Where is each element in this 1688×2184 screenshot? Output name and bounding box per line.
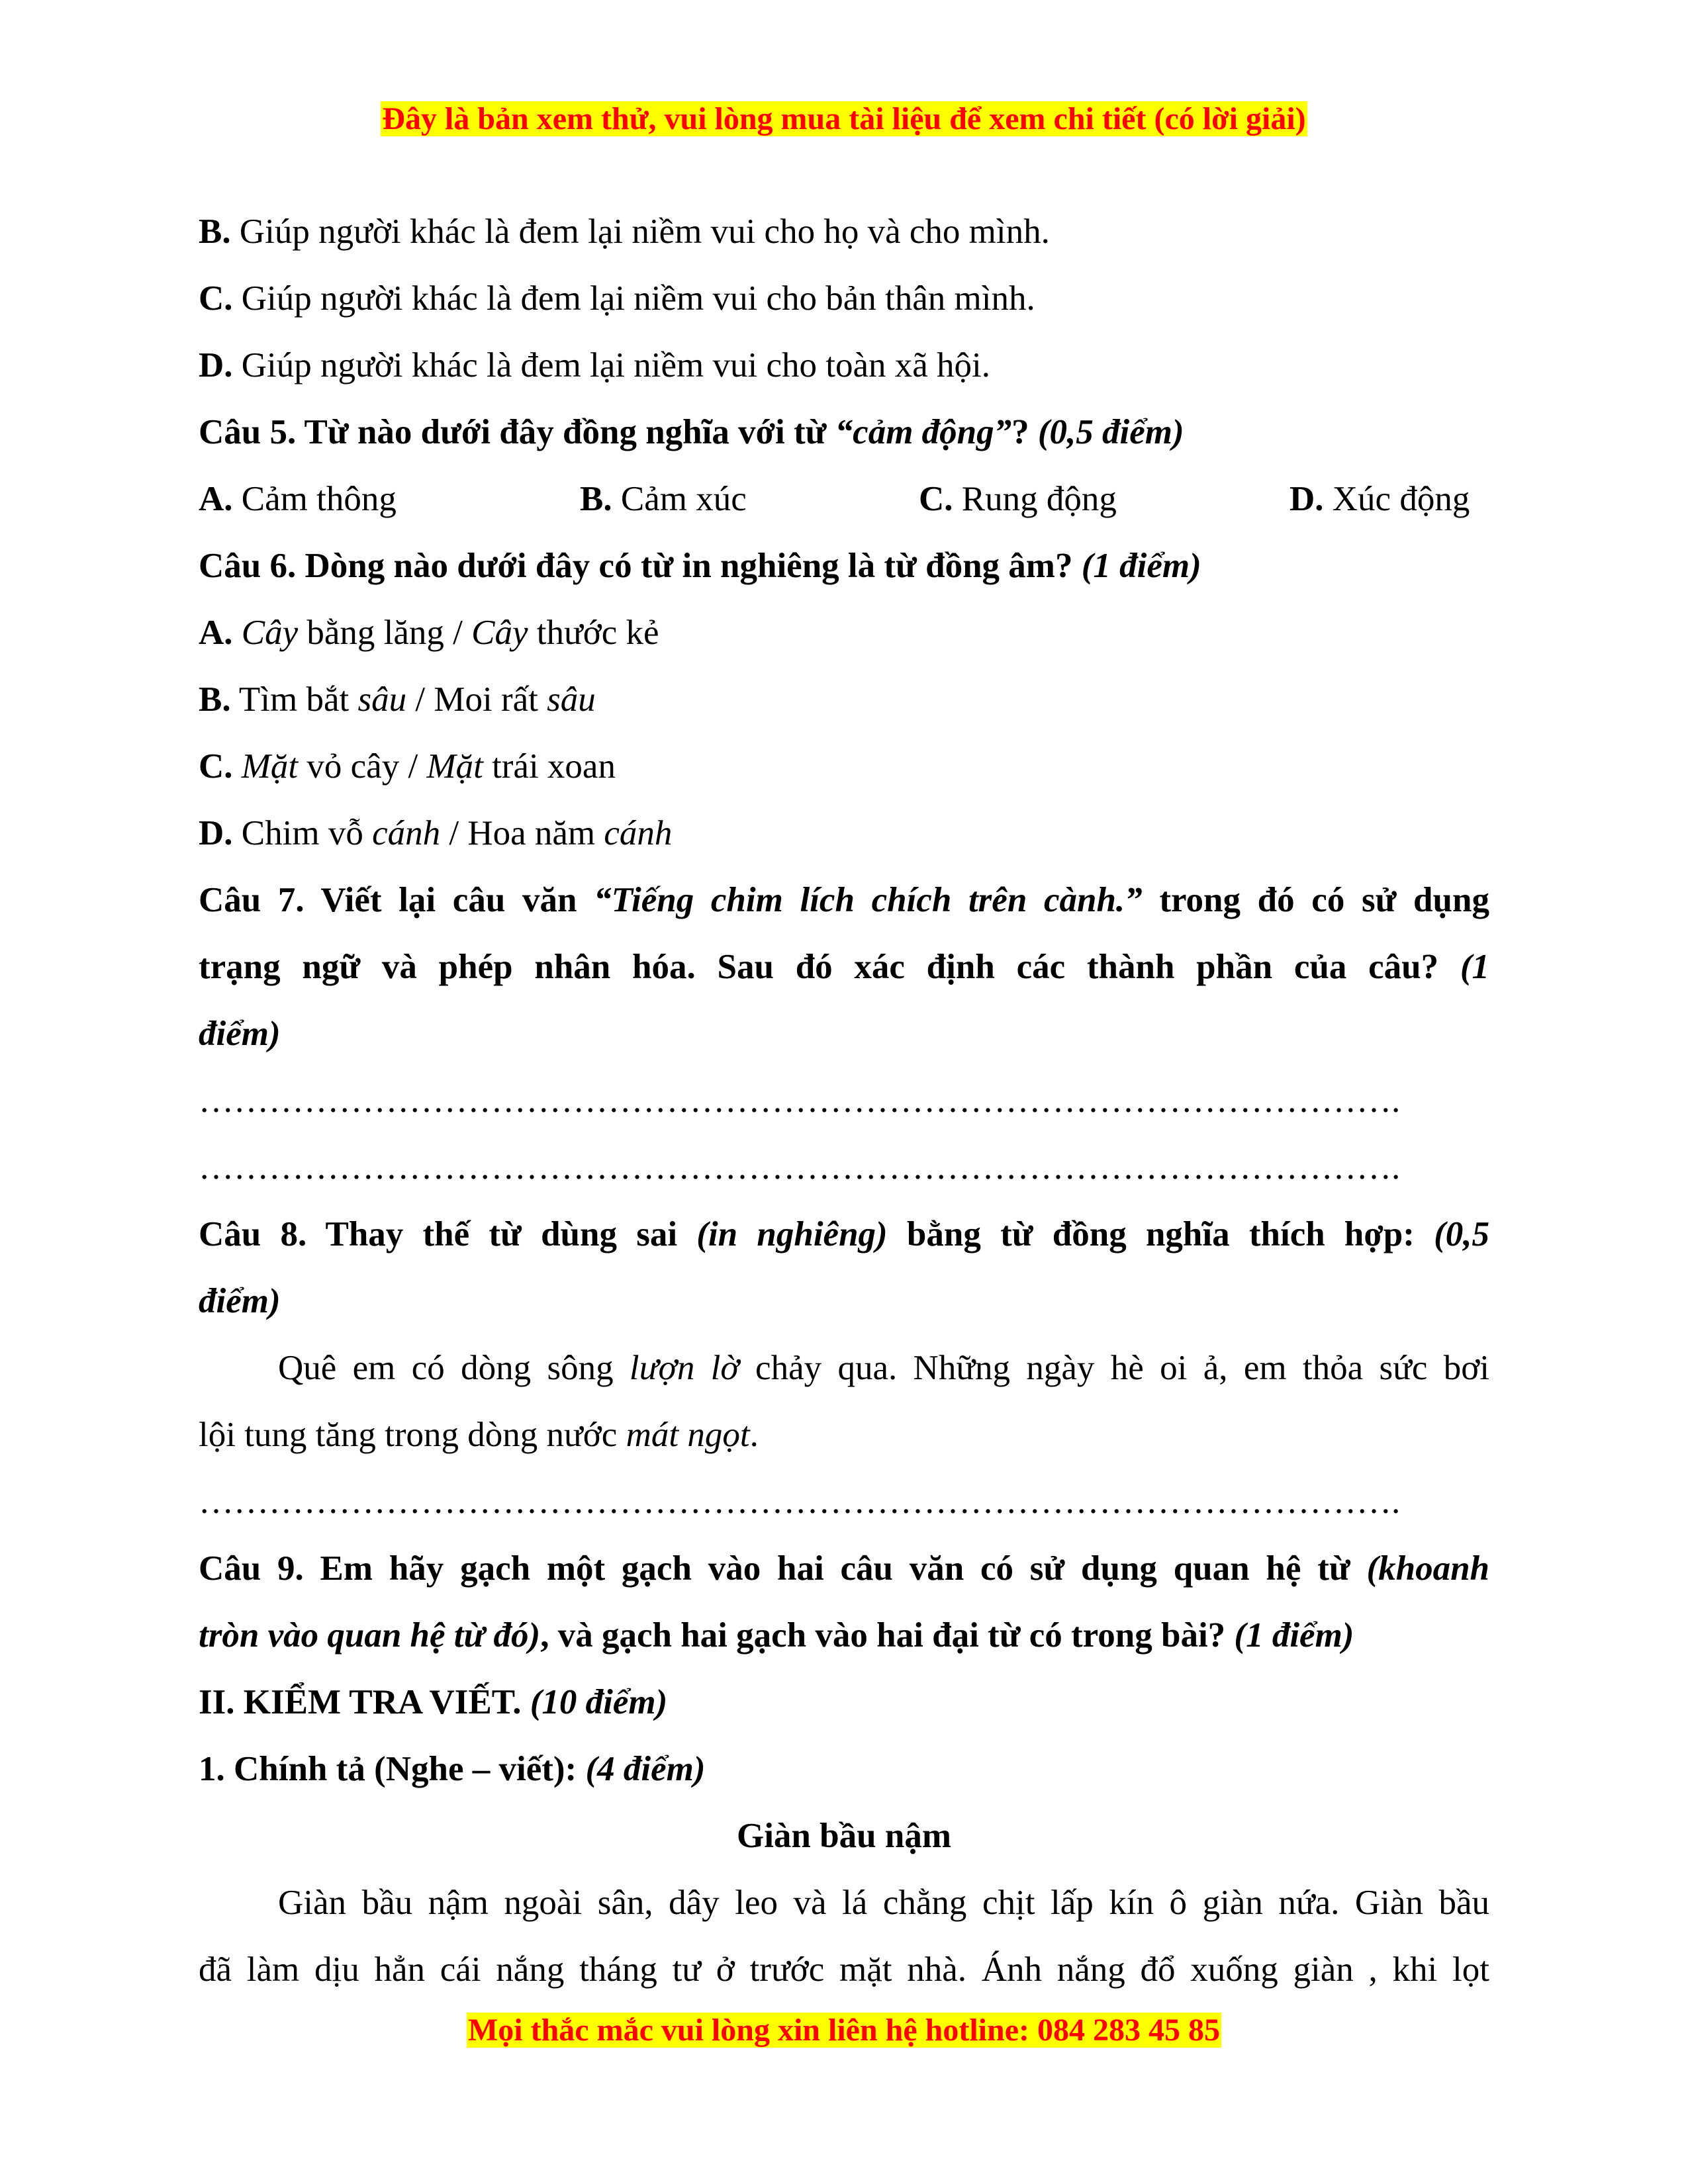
q5-option-c: C. Rung động [919,480,1117,518]
preview-notice-banner [0,99,1688,139]
q5-option-b: B. Cảm xúc [580,480,747,518]
hotline-notice-banner [0,2011,1688,2050]
q6-option-d: D. Chim vỗ cánh / Hoa năm cánh [199,814,673,852]
preview-notice-text: Đây là bản xem thử, vui lòng mua tài liệu để xem chi tiết (có lời giải) [382,101,1306,136]
question-7-line-3: điểm) [199,1015,281,1053]
q5-option-d: D. Xúc động [1289,480,1470,518]
answer-dots-q7-1: …………………………………………………………………………………………. [199,1081,1401,1120]
passage-title: Giàn bầu nậm [736,1817,951,1855]
document-body [199,199,1489,2003]
q6-option-a: A. Cây bằng lăng / Cây thước kẻ [199,614,659,652]
q4-option-d: D. Giúp người khác là đem lại niềm vui cho toàn xã hội. [199,346,990,385]
passage-line-1: Giàn bầu nậm ngoài sân, dây leo và lá chằng chịt lấp kín ô giàn nứa. Giàn bầu [278,1884,1489,1922]
section-2-heading: II. KIỂM TRA VIẾT. (10 điểm) [199,1683,668,1721]
question-5: Câu 5. Từ nào dưới đây đồng nghĩa với từ “cảm động”? (0,5 điểm) [199,413,1184,451]
q8-passage-line-1: Quê em có dòng sông lượn lờ chảy qua. Những ngày hè oi ả, em thỏa sức bơi [278,1349,1489,1387]
question-9-line-1: Câu 9. Em hãy gạch một gạch vào hai câu văn có sử dụng quan hệ từ (khoanh [199,1549,1490,1588]
q6-option-c: C. Mặt vỏ cây / Mặt trái xoan [199,747,616,786]
question-6: Câu 6. Dòng nào dưới đây có từ in nghiêng là từ đồng âm? (1 điểm) [199,547,1201,585]
hotline-notice-text: Mọi thắc mắc vui lòng xin liên hệ hotline: 084 283 45 85 [467,2013,1220,2048]
answer-dots-q7-2: …………………………………………………………………………………………. [199,1148,1401,1187]
question-8-line-1: Câu 8. Thay thế từ dùng sai (in nghiêng) bằng từ đồng nghĩa thích hợp: (0,5 [199,1215,1489,1253]
q4-option-c: C. Giúp người khác là đem lại niềm vui cho bản thân mình. [199,279,1035,318]
answer-dots-q8: …………………………………………………………………………………………. [199,1482,1401,1521]
question-9-line-2: tròn vào quan hệ từ đó), và gạch hai gạch vào hai đại từ có trong bài? (1 điểm) [199,1616,1354,1655]
q8-passage-line-2: lội tung tăng trong dòng nước mát ngọt. [199,1416,759,1454]
passage-line-2: đã làm dịu hẳn cái nắng tháng tư ở trước mặt nhà. Ánh nắng đổ xuống giàn , khi lọt [199,1950,1489,1989]
q6-option-b: B. Tìm bắt sâu / Moi rất sâu [199,680,596,719]
q4-option-b: B. Giúp người khác là đem lại niềm vui cho họ và cho mình. [199,212,1050,251]
q5-options [199,466,1489,533]
question-7-line-2: trạng ngữ và phép nhân hóa. Sau đó xác định các thành phần của câu? (1 [199,948,1490,986]
q5-option-a: A. Cảm thông [199,480,397,518]
question-7-line-1: Câu 7. Viết lại câu văn “Tiếng chim lích chích trên cành.” trong đó có sử dụng [199,881,1489,919]
dictation-heading: 1. Chính tả (Nghe – viết): (4 điểm) [199,1750,706,1788]
question-8-line-2: điểm) [199,1282,281,1320]
